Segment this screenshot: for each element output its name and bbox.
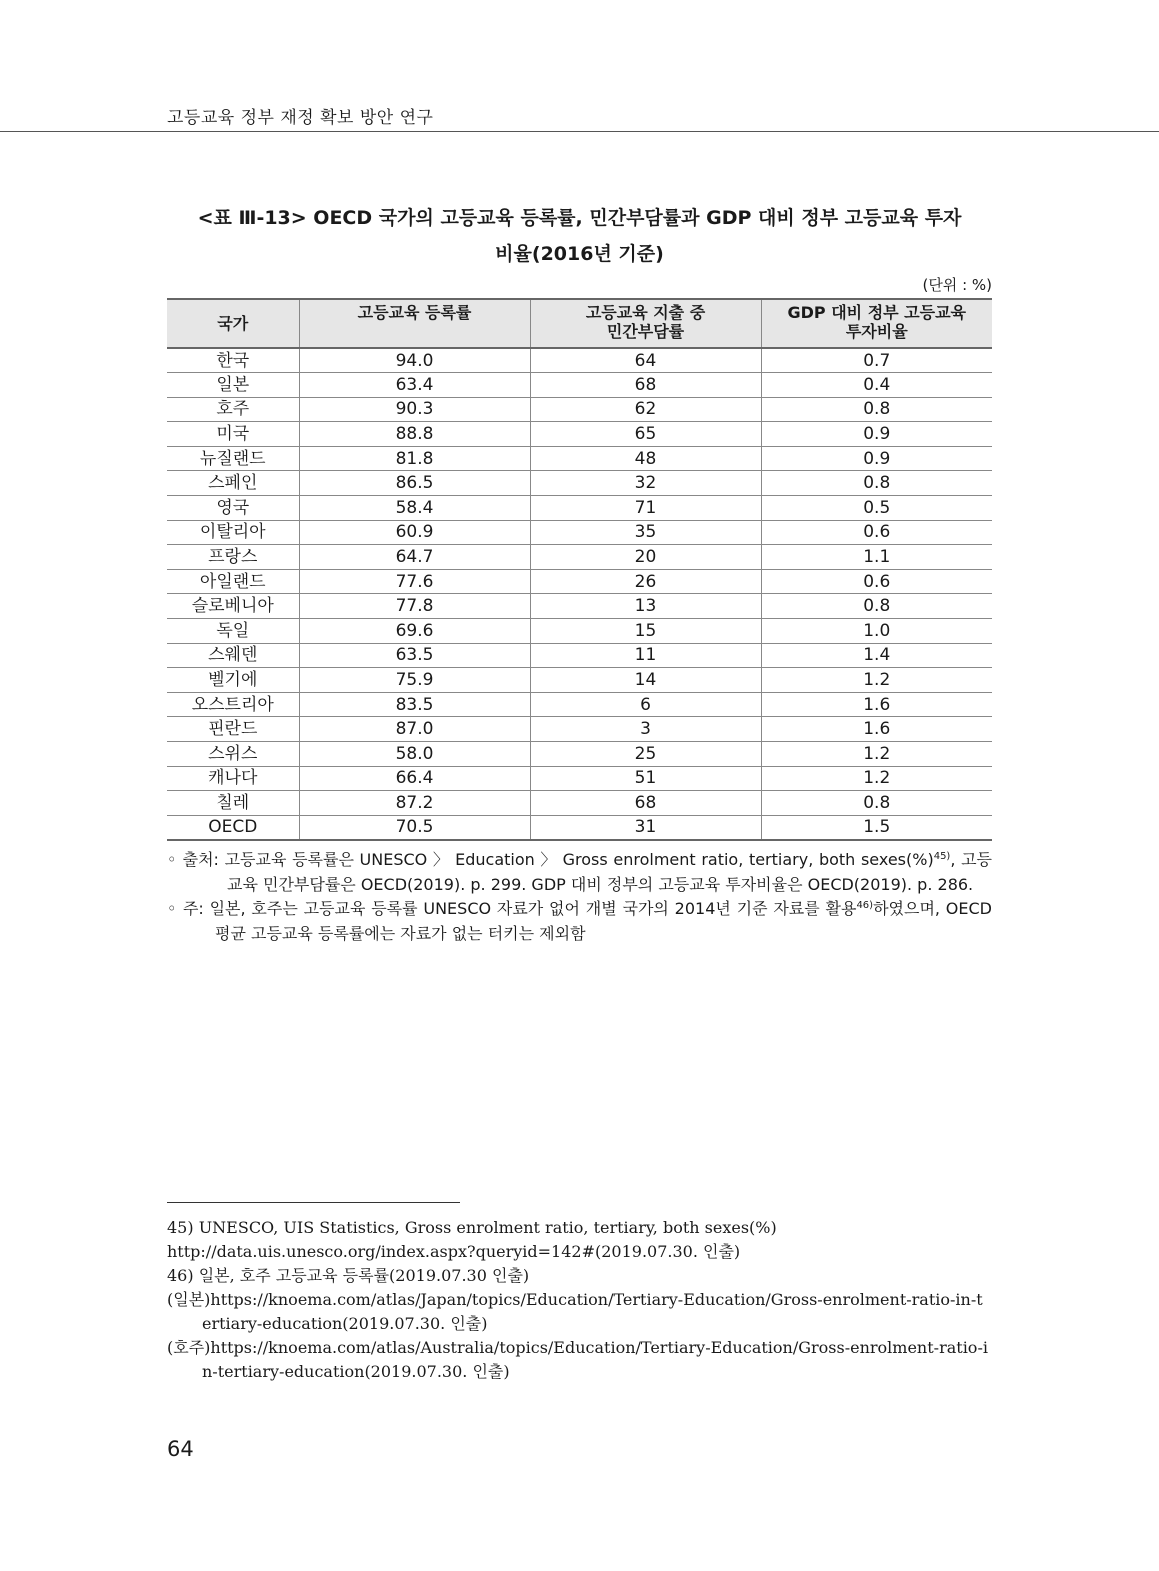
cell-enrolment: 94.0 xyxy=(299,348,530,373)
cell-private: 6 xyxy=(530,692,761,717)
cell-private: 35 xyxy=(530,520,761,545)
header-enrolment: 고등교육 등록률 xyxy=(299,299,530,348)
footnote-46-link-australia[interactable]: (호주)https://knoema.com/atlas/Australia/topics/Education/Tertiary-Education/Gross-enrolment-ratio-in-tertiary-education(2019.07.30. 인출) xyxy=(167,1338,988,1381)
cell-gdp: 0.5 xyxy=(761,496,992,521)
cell-country: 이탈리아 xyxy=(167,520,299,545)
cell-gdp: 1.2 xyxy=(761,742,992,767)
header-gdp-ratio xyxy=(761,299,992,348)
table-row xyxy=(167,373,992,398)
cell-private: 68 xyxy=(530,373,761,398)
table-row xyxy=(167,717,992,742)
source-note-text-a: ◦ 출처: 고등교육 등록률은 UNESCO 〉 Education 〉 Gross enrolment ratio, tertiary, both sexes(%) xyxy=(167,850,934,869)
cell-private: 32 xyxy=(530,471,761,496)
cell-enrolment: 58.4 xyxy=(299,496,530,521)
unit-note: (단위 : %) xyxy=(922,276,992,294)
table-row xyxy=(167,668,992,693)
cell-enrolment: 83.5 xyxy=(299,692,530,717)
footnote-46 xyxy=(167,1264,992,1384)
cell-gdp: 1.0 xyxy=(761,619,992,644)
cell-country: 프랑스 xyxy=(167,545,299,570)
cell-gdp: 0.7 xyxy=(761,348,992,373)
cell-gdp: 0.8 xyxy=(761,471,992,496)
cell-enrolment: 69.6 xyxy=(299,619,530,644)
cell-enrolment: 90.3 xyxy=(299,397,530,422)
cell-enrolment: 86.5 xyxy=(299,471,530,496)
cell-country: 한국 xyxy=(167,348,299,373)
table-notes xyxy=(167,848,992,946)
cell-private: 65 xyxy=(530,422,761,447)
cell-country: 독일 xyxy=(167,619,299,644)
cell-gdp: 1.2 xyxy=(761,766,992,791)
table-row xyxy=(167,397,992,422)
cell-private: 13 xyxy=(530,594,761,619)
cell-gdp: 0.4 xyxy=(761,373,992,398)
table-row xyxy=(167,643,992,668)
cell-enrolment: 60.9 xyxy=(299,520,530,545)
cell-gdp: 1.6 xyxy=(761,692,992,717)
footnote-46-line-1: 46) 일본, 호주 고등교육 등록률(2019.07.30 인출) xyxy=(167,1266,530,1285)
cell-private: 68 xyxy=(530,791,761,816)
cell-gdp: 0.8 xyxy=(761,791,992,816)
table-row xyxy=(167,520,992,545)
cell-country: 캐나다 xyxy=(167,766,299,791)
header-private-line-1: 고등교육 지출 중 xyxy=(585,303,706,322)
cell-enrolment: 87.0 xyxy=(299,717,530,742)
cell-enrolment: 70.5 xyxy=(299,815,530,840)
source-note-text-b: , 고등교육 민간부담률은 OECD(2019). p. 299. GDP 대비 정부의 고등교육 투자비율은 OECD(2019). p. 286. xyxy=(227,850,992,894)
cell-private: 51 xyxy=(530,766,761,791)
cell-private: 14 xyxy=(530,668,761,693)
data-table xyxy=(167,298,992,841)
table-title-line-2: 비율(2016년 기준) xyxy=(495,243,664,265)
table-row xyxy=(167,446,992,471)
header-private-share xyxy=(530,299,761,348)
cell-country: 오스트리아 xyxy=(167,692,299,717)
footnotes xyxy=(167,1216,992,1384)
cell-private: 26 xyxy=(530,569,761,594)
table-row xyxy=(167,742,992,767)
cell-enrolment: 66.4 xyxy=(299,766,530,791)
source-note xyxy=(167,848,992,897)
cell-enrolment: 81.8 xyxy=(299,446,530,471)
cell-country: 영국 xyxy=(167,496,299,521)
cell-enrolment: 88.8 xyxy=(299,422,530,447)
cell-private: 31 xyxy=(530,815,761,840)
table-header-row xyxy=(167,299,992,348)
cell-enrolment: 87.2 xyxy=(299,791,530,816)
footnote-45-link[interactable]: http://data.uis.unesco.org/index.aspx?queryid=142#(2019.07.30. 인출) xyxy=(167,1242,741,1261)
running-header: 고등교육 정부 재정 확보 방안 연구 xyxy=(167,108,434,128)
table-row xyxy=(167,619,992,644)
cell-private: 25 xyxy=(530,742,761,767)
table-row xyxy=(167,545,992,570)
cell-gdp: 0.8 xyxy=(761,594,992,619)
table-row xyxy=(167,791,992,816)
remark-note xyxy=(167,897,992,946)
cell-private: 48 xyxy=(530,446,761,471)
page-number: 64 xyxy=(167,1437,194,1461)
table-row xyxy=(167,766,992,791)
cell-gdp: 0.9 xyxy=(761,422,992,447)
footnote-ref-46[interactable]: 46) xyxy=(856,900,874,912)
cell-private: 11 xyxy=(530,643,761,668)
header-private-line-2: 민간부담률 xyxy=(606,322,685,341)
cell-private: 20 xyxy=(530,545,761,570)
cell-country: 일본 xyxy=(167,373,299,398)
table-row xyxy=(167,569,992,594)
cell-gdp: 1.4 xyxy=(761,643,992,668)
table-row xyxy=(167,815,992,840)
footnote-ref-45[interactable]: 45) xyxy=(933,851,951,862)
cell-private: 3 xyxy=(530,717,761,742)
cell-gdp: 1.5 xyxy=(761,815,992,840)
cell-enrolment: 77.8 xyxy=(299,594,530,619)
cell-gdp: 0.6 xyxy=(761,520,992,545)
table-title xyxy=(167,200,992,272)
cell-enrolment: 63.4 xyxy=(299,373,530,398)
cell-gdp: 0.9 xyxy=(761,446,992,471)
footnote-46-link-japan[interactable]: (일본)https://knoema.com/atlas/Japan/topics/Education/Tertiary-Education/Gross-enrolment-ratio-in-tertiary-education(2019.07.30. 인출) xyxy=(167,1290,983,1333)
cell-gdp: 1.6 xyxy=(761,717,992,742)
cell-country: 스웨덴 xyxy=(167,643,299,668)
footnote-45-line-1: 45) UNESCO, UIS Statistics, Gross enrolment ratio, tertiary, both sexes(%) xyxy=(167,1218,777,1237)
table-row xyxy=(167,692,992,717)
table-row xyxy=(167,348,992,373)
cell-country: 칠레 xyxy=(167,791,299,816)
cell-private: 64 xyxy=(530,348,761,373)
cell-gdp: 0.8 xyxy=(761,397,992,422)
footnote-divider xyxy=(167,1202,460,1203)
cell-enrolment: 58.0 xyxy=(299,742,530,767)
table-row xyxy=(167,496,992,521)
cell-country: 벨기에 xyxy=(167,668,299,693)
cell-country: 슬로베니아 xyxy=(167,594,299,619)
header-gdp-line-1: GDP 대비 정부 고등교육 xyxy=(787,303,966,322)
cell-country: 미국 xyxy=(167,422,299,447)
cell-country: 호주 xyxy=(167,397,299,422)
cell-country: 핀란드 xyxy=(167,717,299,742)
cell-enrolment: 63.5 xyxy=(299,643,530,668)
remark-note-text-b: 하였으며, OECD 평균 고등교육 등록률에는 자료가 없는 터키는 제외함 xyxy=(215,899,992,943)
cell-private: 62 xyxy=(530,397,761,422)
footnote-45 xyxy=(167,1216,992,1264)
header-divider xyxy=(0,131,1159,132)
cell-enrolment: 75.9 xyxy=(299,668,530,693)
cell-country: 스페인 xyxy=(167,471,299,496)
cell-private: 71 xyxy=(530,496,761,521)
table-row xyxy=(167,471,992,496)
cell-country: 아일랜드 xyxy=(167,569,299,594)
cell-enrolment: 64.7 xyxy=(299,545,530,570)
cell-country: 뉴질랜드 xyxy=(167,446,299,471)
cell-gdp: 1.1 xyxy=(761,545,992,570)
header-gdp-line-2: 투자비율 xyxy=(845,322,908,341)
cell-enrolment: 77.6 xyxy=(299,569,530,594)
cell-private: 15 xyxy=(530,619,761,644)
table-row xyxy=(167,422,992,447)
table-title-line-1: <표 Ⅲ-13> OECD 국가의 고등교육 등록률, 민간부담률과 GDP 대비 정부 고등교육 투자 xyxy=(197,207,962,229)
cell-country: 스위스 xyxy=(167,742,299,767)
cell-gdp: 0.6 xyxy=(761,569,992,594)
cell-country: OECD xyxy=(167,815,299,840)
cell-gdp: 1.2 xyxy=(761,668,992,693)
header-country: 국가 xyxy=(167,299,299,348)
remark-note-text-a: ◦ 주: 일본, 호주는 고등교육 등록률 UNESCO 자료가 없어 개별 국가의 2014년 기준 자료를 활용 xyxy=(167,899,857,919)
table-row xyxy=(167,594,992,619)
